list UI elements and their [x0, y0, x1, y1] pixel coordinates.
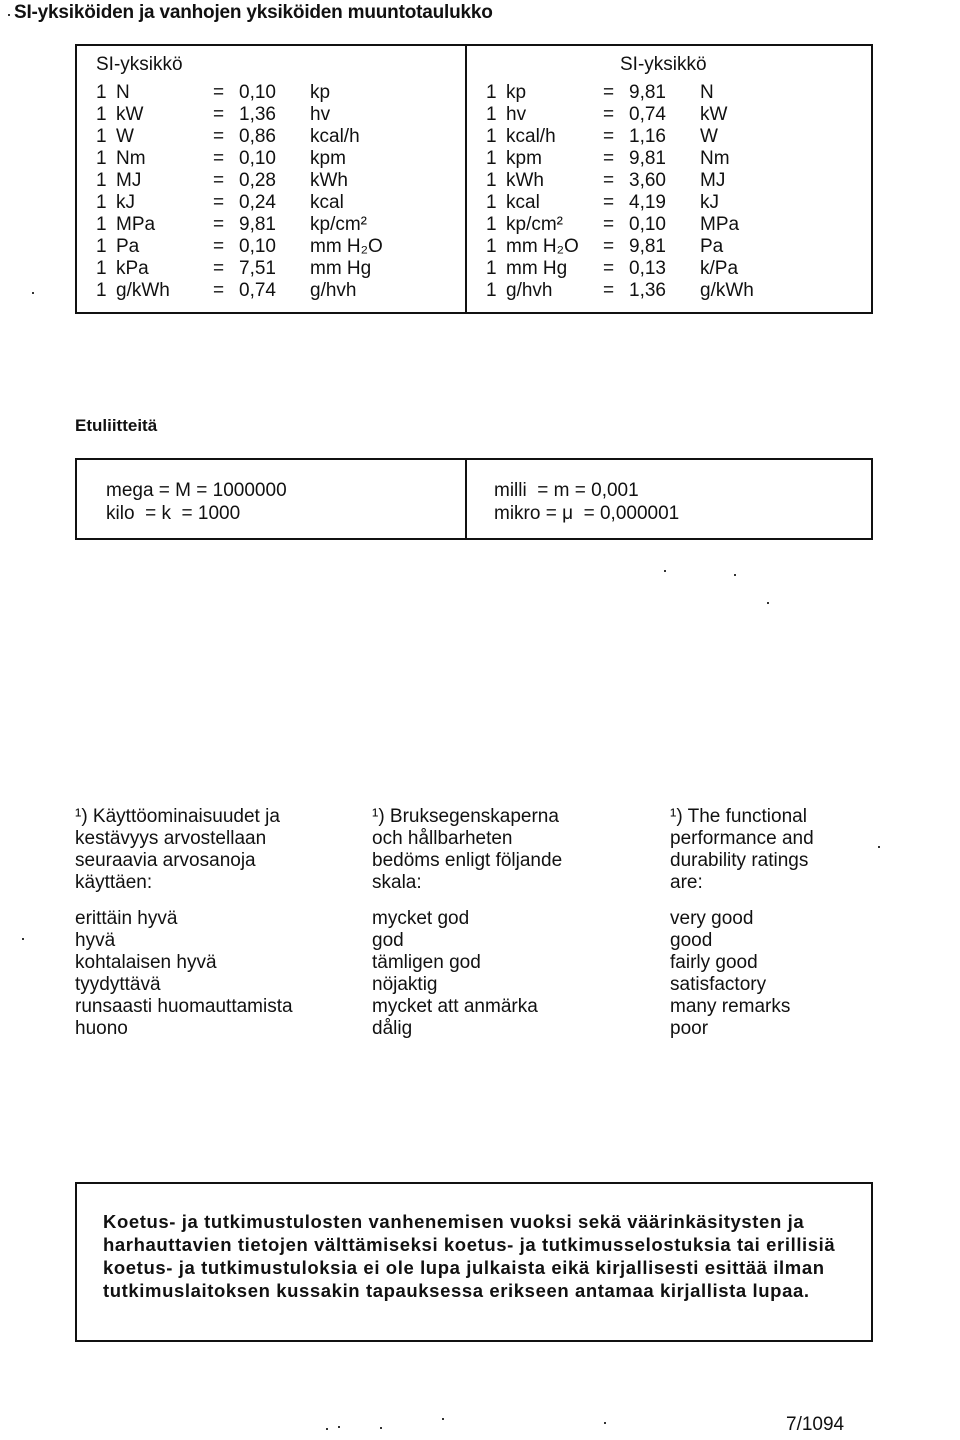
intro-line: och hållbarheten [372, 828, 513, 849]
scale-item: god [372, 930, 404, 951]
cell-qty: 1 [96, 214, 107, 235]
page-title: SI-yksiköiden ja vanhojen yksiköiden muuntotaulukko [14, 2, 493, 23]
cell-eq: = [603, 258, 615, 279]
cell-value: 0,74 [239, 280, 276, 301]
cell-qty: 1 [96, 192, 107, 213]
cell-unit: kcal/h [506, 126, 556, 147]
ratings-swedish [372, 806, 562, 1040]
scan-speck [442, 1418, 444, 1420]
prefix-milli: milli = m = 0,001 [494, 480, 639, 501]
cell-eq: = [603, 170, 615, 191]
cell-value: 1,36 [629, 280, 666, 301]
cell-unit: kPa [116, 258, 149, 279]
right-column-header: SI-yksikkö [620, 54, 707, 75]
scan-speck [664, 570, 666, 572]
scan-speck [326, 1428, 328, 1430]
prefix-mega: mega = M = 1000000 [106, 480, 287, 501]
scan-speck [734, 574, 736, 576]
cell-value: 0,10 [239, 82, 276, 103]
cell-qty: 1 [486, 148, 497, 169]
cell-value: 9,81 [629, 82, 666, 103]
cell-eq: = [213, 126, 225, 147]
scale-item: mycket att anmärka [372, 996, 538, 1017]
cell-unit: kp/cm² [506, 214, 563, 235]
table-divider [465, 44, 467, 314]
cell-eq: = [603, 280, 615, 301]
cell-qty: 1 [96, 104, 107, 125]
scan-speck [32, 292, 34, 294]
cell-target: MPa [700, 214, 740, 235]
cell-eq: = [213, 214, 225, 235]
intro-line: ¹) The functional [670, 806, 807, 827]
cell-eq: = [603, 82, 615, 103]
scale-item: many remarks [670, 996, 791, 1017]
cell-target: hv [310, 104, 331, 125]
cell-value: 9,81 [629, 236, 666, 257]
cell-target: N [700, 82, 714, 103]
prefix-mikro: mikro = μ = 0,000001 [494, 503, 680, 524]
cell-value: 9,81 [239, 214, 276, 235]
intro-line: seuraavia arvosanoja [75, 850, 256, 871]
scan-speck [8, 14, 10, 16]
cell-target: kWh [310, 170, 348, 191]
cell-qty: 1 [96, 170, 107, 191]
cell-unit: g/hvh [506, 280, 553, 301]
cell-qty: 1 [486, 104, 497, 125]
cell-unit: mm Hg [506, 258, 568, 279]
scan-speck [22, 938, 24, 940]
cell-target: kp/cm² [310, 214, 367, 235]
scale-item: tämligen god [372, 952, 481, 973]
cell-unit: kcal [506, 192, 540, 213]
cell-target: k/Pa [700, 258, 739, 279]
cell-value: 0,10 [239, 236, 276, 257]
cell-unit: hv [506, 104, 527, 125]
scale-item: huono [75, 1018, 128, 1039]
scan-speck [380, 1427, 382, 1429]
intro-line: käyttäen: [75, 872, 153, 893]
cell-value: 0,10 [239, 148, 276, 169]
cell-unit: kWh [506, 170, 544, 191]
cell-qty: 1 [96, 280, 107, 301]
scale-item: satisfactory [670, 974, 767, 995]
intro-line: ¹) Bruksegenskaperna [372, 806, 559, 827]
cell-value: 4,19 [629, 192, 666, 213]
cell-eq: = [603, 126, 615, 147]
cell-qty: 1 [486, 82, 497, 103]
scale-item: erittäin hyvä [75, 908, 178, 929]
cell-eq: = [603, 192, 615, 213]
scale-item: fairly good [670, 952, 758, 973]
cell-qty: 1 [96, 82, 107, 103]
cell-value: 1,36 [239, 104, 276, 125]
cell-value: 7,51 [239, 258, 276, 279]
scan-speck [338, 1426, 340, 1428]
prefixes-title: Etuliitteitä [75, 416, 158, 435]
scale-item: hyvä [75, 930, 116, 951]
cell-value: 0,86 [239, 126, 276, 147]
cell-target: MJ [700, 170, 726, 191]
cell-unit: MPa [116, 214, 156, 235]
cell-value: 0,13 [629, 258, 666, 279]
cell-value: 0,28 [239, 170, 276, 191]
cell-unit: mm H₂O [506, 236, 579, 257]
cell-target: g/kWh [700, 280, 754, 301]
cell-qty: 1 [486, 258, 497, 279]
cell-eq: = [213, 170, 225, 191]
prefixes-divider [465, 458, 467, 540]
cell-eq: = [603, 214, 615, 235]
cell-value: 1,16 [629, 126, 666, 147]
scale-item: very good [670, 908, 754, 929]
cell-unit: MJ [116, 170, 142, 191]
publication-notice: Koetus- ja tutkimustulosten vanhenemisen vuoksi sekä väärinkäsitysten ja harhauttavien tietojen välttämiseksi koetus- ja tutkimusselostuksia tai erillisiä koetus- ja tutkimustuloksia ei ole lupa julkaista eikä kirjallisesti esittää ilman tutkimuslaitoksen kussakin tapauksessa erikseen antamaa kirjallista lupaa. [103, 1211, 836, 1301]
page-number: 7/1094 [786, 1414, 845, 1435]
cell-value: 0,74 [629, 104, 666, 125]
scan-speck [878, 846, 880, 848]
cell-eq: = [603, 104, 615, 125]
cell-eq: = [213, 82, 225, 103]
intro-line: are: [670, 872, 703, 893]
cell-target: Nm [700, 148, 730, 169]
cell-qty: 1 [96, 148, 107, 169]
cell-unit: kJ [116, 192, 135, 213]
cell-unit: Pa [116, 236, 140, 257]
cell-value: 0,24 [239, 192, 276, 213]
intro-line: skala: [372, 872, 422, 893]
scale-item: runsaasti huomauttamista [75, 996, 293, 1017]
cell-eq: = [213, 236, 225, 257]
scale-item: good [670, 930, 713, 951]
cell-qty: 1 [486, 170, 497, 191]
scale-item: dålig [372, 1018, 413, 1039]
cell-unit: N [116, 82, 130, 103]
scale-item: mycket god [372, 908, 470, 929]
cell-eq: = [213, 280, 225, 301]
cell-target: Pa [700, 236, 724, 257]
cell-unit: g/kWh [116, 280, 170, 301]
cell-target: kcal [310, 192, 344, 213]
intro-line: ¹) Käyttöominaisuudet ja [75, 806, 280, 827]
scale-item: nöjaktig [372, 974, 438, 995]
cell-target: kJ [700, 192, 719, 213]
cell-unit: kW [116, 104, 144, 125]
cell-qty: 1 [96, 258, 107, 279]
cell-qty: 1 [486, 126, 497, 147]
scale-item: tyydyttävä [75, 974, 161, 995]
intro-line: durability ratings [670, 850, 809, 871]
cell-target: kW [700, 104, 728, 125]
cell-unit: Nm [116, 148, 146, 169]
cell-qty: 1 [486, 236, 497, 257]
cell-eq: = [213, 148, 225, 169]
intro-line: kestävyys arvostellaan [75, 828, 267, 849]
cell-target: kpm [310, 148, 346, 169]
intro-line: bedöms enligt följande [372, 850, 563, 871]
cell-target: kp [310, 82, 331, 103]
scan-speck [604, 1422, 606, 1424]
cell-qty: 1 [486, 192, 497, 213]
cell-target: W [700, 126, 718, 147]
prefix-kilo: kilo = k = 1000 [106, 503, 241, 524]
cell-value: 9,81 [629, 148, 666, 169]
cell-qty: 1 [486, 214, 497, 235]
cell-qty: 1 [486, 280, 497, 301]
cell-eq: = [213, 192, 225, 213]
intro-line: performance and [670, 828, 814, 849]
ratings-english [670, 806, 814, 1040]
cell-eq: = [213, 258, 225, 279]
cell-eq: = [213, 104, 225, 125]
cell-value: 0,10 [629, 214, 666, 235]
cell-eq: = [603, 148, 615, 169]
cell-target: kcal/h [310, 126, 360, 147]
left-column-header: SI-yksikkö [96, 54, 183, 75]
cell-unit: kp [506, 82, 527, 103]
cell-target: mm H₂O [310, 236, 383, 257]
scan-speck [767, 602, 769, 604]
ratings-finnish [75, 806, 293, 1040]
scale-item: poor [670, 1018, 709, 1039]
cell-qty: 1 [96, 236, 107, 257]
cell-unit: kpm [506, 148, 542, 169]
cell-qty: 1 [96, 126, 107, 147]
cell-eq: = [603, 236, 615, 257]
conversion-table [75, 44, 873, 314]
cell-unit: W [116, 126, 134, 147]
cell-target: g/hvh [310, 280, 357, 301]
cell-target: mm Hg [310, 258, 372, 279]
cell-value: 3,60 [629, 170, 666, 191]
scale-item: kohtalaisen hyvä [75, 952, 217, 973]
